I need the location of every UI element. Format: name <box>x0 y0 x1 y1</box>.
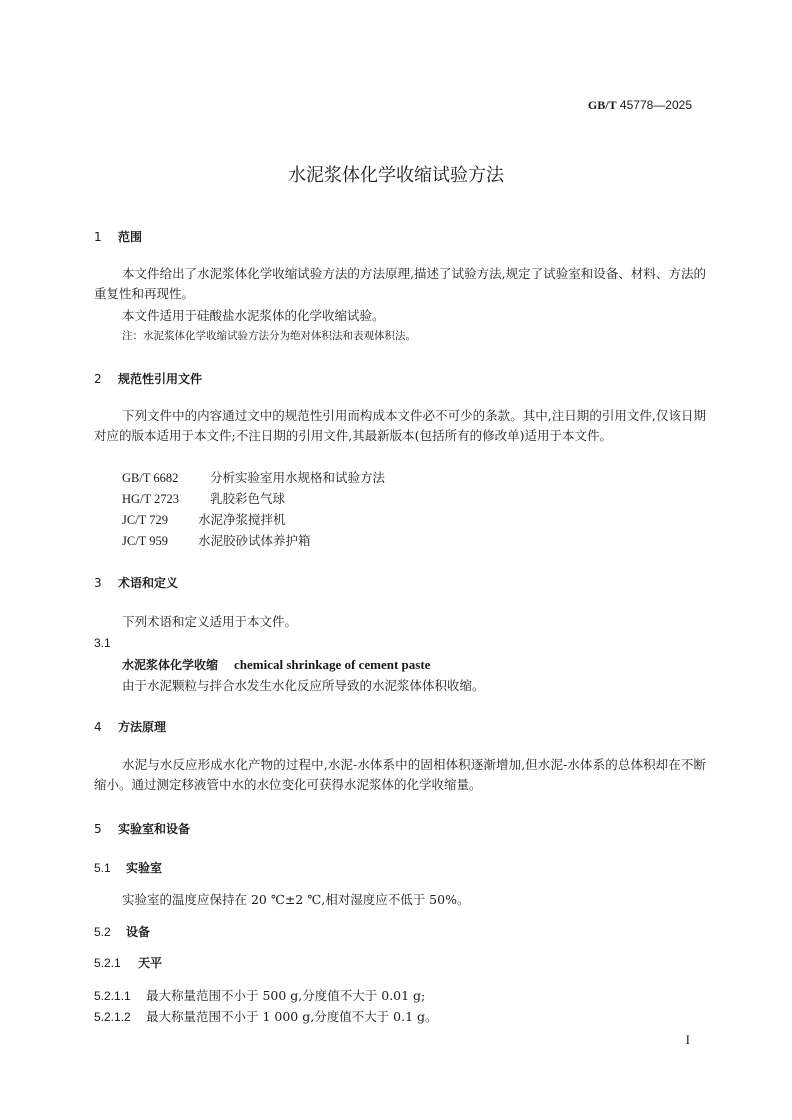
item-text: 最大称量范围不小于 1 000 g,分度值不大于 0.1 g。 <box>146 1009 438 1024</box>
standard-prefix: GB/T <box>587 98 617 112</box>
subsection-title: 天平 <box>138 956 163 970</box>
item-text: 最大称量范围不小于 500 g,分度值不大于 0.01 g; <box>146 988 426 1003</box>
reference-code: HG/T 2723 <box>122 492 180 506</box>
subsection-5-1-text: 实验室的温度应保持在 20 ℃±2 ℃,相对湿度应不低于 50%。 <box>122 892 470 907</box>
section-number: 2 <box>94 372 102 386</box>
term-english: chemical shrinkage of cement paste <box>234 657 431 672</box>
section-number: 3 <box>94 576 102 590</box>
subsection-5-1-heading <box>94 859 162 878</box>
reference-item <box>122 531 311 551</box>
section-4-paragraph-1: 水泥与水反应形成水化产物的过程中,水泥-水体系中的固相体积逐渐增加,但水泥-水体系的总体积却在不断缩小。通过测定移液管中水的水位变化可获得水泥浆体的化学收缩量。 <box>94 757 706 792</box>
reference-title: 水泥净浆搅拌机 <box>198 512 286 527</box>
standard-number: 45778—2025 <box>619 98 692 112</box>
reference-code: GB/T 6682 <box>122 471 179 485</box>
section-title: 规范性引用文件 <box>118 372 203 386</box>
section-2-paragraph-1: 下列文件中的内容通过文中的规范性引用而构成本文件必不可少的条款。其中,注日期的引用文件,仅该日期对应的版本适用于本文件;不注日期的引用文件,其最新版本(包括所有的修改单)适用于本文件。 <box>94 408 706 443</box>
section-1-paragraph-2: 本文件适用于硅酸盐水泥浆体的化学收缩试验。 <box>122 308 385 323</box>
reference-item <box>122 468 385 488</box>
reference-title: 分析实验室用水规格和试验方法 <box>210 470 386 485</box>
section-number: 4 <box>94 720 102 734</box>
item-number: 5.2.1.2 <box>94 1010 131 1024</box>
section-title: 术语和定义 <box>118 576 179 590</box>
reference-code: JC/T 959 <box>122 534 168 548</box>
term-chinese: 水泥浆体化学收缩 <box>122 658 219 672</box>
section-5-heading <box>94 820 190 839</box>
section-number: 1 <box>94 230 102 244</box>
section-3-paragraph-1: 下列术语和定义适用于本文件。 <box>122 614 298 629</box>
list-item <box>94 986 425 1006</box>
reference-item <box>122 489 285 509</box>
subsection-5-2-1-heading <box>94 954 162 973</box>
section-2-heading <box>94 370 202 389</box>
subsection-5-2-heading <box>94 923 150 942</box>
subsection-title: 设备 <box>126 925 151 939</box>
page-number: I <box>685 1032 690 1047</box>
list-item <box>94 1007 438 1027</box>
section-3-heading <box>94 574 178 593</box>
subsection-number: 5.2 <box>94 925 111 939</box>
term-definition: 由于水泥颗粒与拌合水发生水化反应所导致的水泥浆体体积收缩。 <box>122 678 485 693</box>
subsection-number: 5.1 <box>94 861 111 875</box>
section-1-heading <box>94 228 142 247</box>
section-4-heading <box>94 718 166 737</box>
item-number: 5.2.1.1 <box>94 989 131 1003</box>
section-title: 方法原理 <box>118 720 167 734</box>
subsection-number: 5.2.1 <box>94 956 121 970</box>
standard-code <box>588 96 692 115</box>
section-1-paragraph-1: 本文件给出了水泥浆体化学收缩试验方法的方法原理,描述了试验方法,规定了试验室和设备、材料、方法的重复性和再现性。 <box>94 266 706 301</box>
subsection-title: 实验室 <box>126 861 163 875</box>
term-entry <box>122 655 430 676</box>
document-title: 水泥浆体化学收缩试验方法 <box>288 165 504 186</box>
term-number: 3.1 <box>94 636 111 650</box>
section-number: 5 <box>94 822 102 836</box>
section-title: 实验室和设备 <box>118 822 191 836</box>
reference-title: 水泥胶砂试体养护箱 <box>198 533 311 548</box>
section-1-note: 注：水泥浆体化学收缩试验方法分为绝对体积法和表观体积法。 <box>122 330 416 342</box>
reference-item <box>122 510 286 530</box>
section-title: 范围 <box>118 230 143 244</box>
reference-title: 乳胶彩色气球 <box>210 491 286 506</box>
reference-code: JC/T 729 <box>122 513 168 527</box>
